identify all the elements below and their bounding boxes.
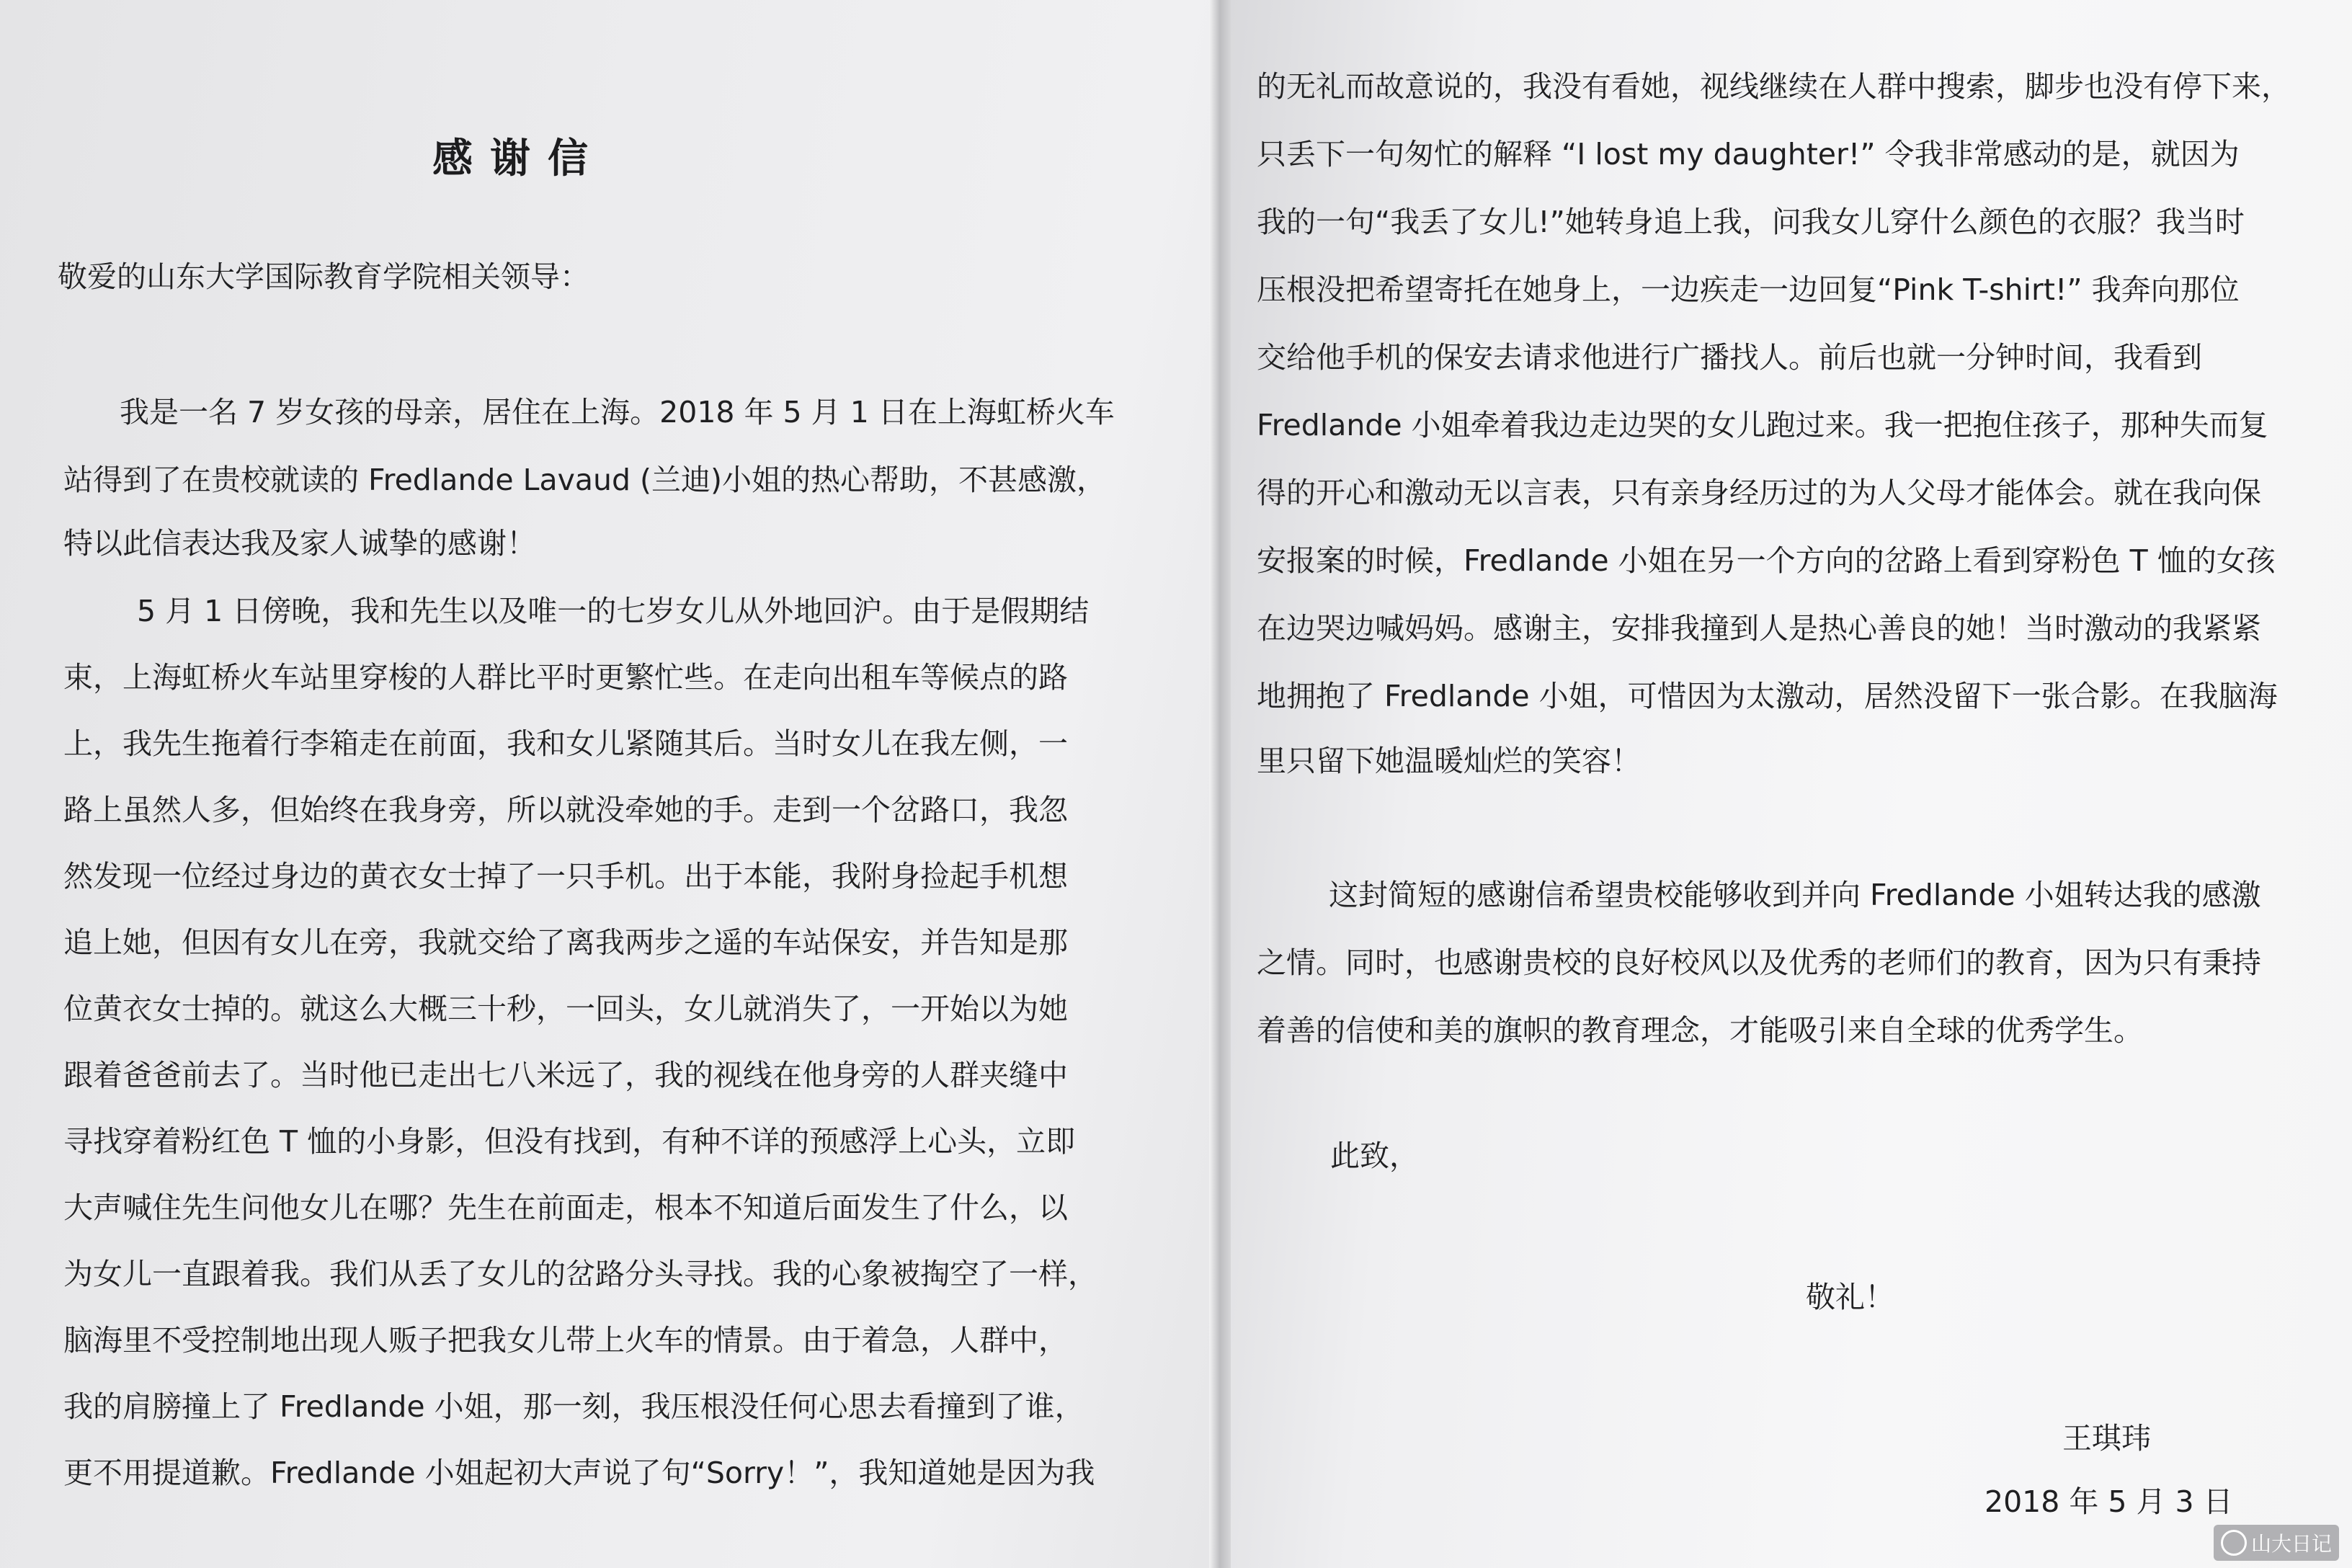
paragraph-line: 交给他手机的保安去请求他进行广播找人。前后也就一分钟时间，我看到 [1257,340,2202,375]
salutation: 敬爱的山东大学国际教育学院相关领导： [58,259,589,294]
paragraph-line: Fredlande 小姐牵着我边走边哭的女儿跑过来。我一把抱住孩子，那种失而复 [1257,408,2268,442]
paragraph-line: 之情。同时，也感谢贵校的良好校风以及优秀的老师们的教育，因为只有秉持 [1257,945,2261,980]
regards: 敬礼！ [1806,1280,1894,1314]
paragraph-line: 压根没把希望寄托在她身上，一边疾走一边回复“Pink T-shirt!” 我奔向那位 [1257,272,2240,307]
paragraph-line: 上，我先生拖着行李箱走在前面，我和女儿紧随其后。当时女儿在我左侧，一 [63,726,1068,761]
paragraph-line: 的无礼而故意说的，我没有看她，视线继续在人群中搜索，脚步也没有停下来， [1257,69,2291,104]
paragraph-line: 地拥抱了 Fredlande 小姐，可惜因为太激动，居然没留下一张合影。在我脑海 [1257,679,2278,713]
paragraph-line: 着善的信使和美的旗帜的教育理念，才能吸引来自全球的优秀学生。 [1257,1013,2143,1048]
paragraph-line: 跟着爸爸前去了。当时他已走出七八米远了，我的视线在他身旁的人群夹缝中 [63,1058,1068,1092]
paragraph-line: 脑海里不受控制地出现人贩子把我女儿带上火车的情景。由于着急，人群中， [63,1323,1068,1358]
paragraph-line: 特以此信表达我及家人诚挚的感谢！ [63,526,536,561]
paragraph-line: 只丢下一句匆忙的解释 “I lost my daughter!” 令我非常感动的是，就因为 [1257,137,2240,172]
book-gutter [1209,0,1231,1568]
paragraph-line: 然发现一位经过身边的黄衣女士掉了一只手机。出于本能，我附身捡起手机想 [63,859,1068,894]
signature: 王琪玮 [2062,1421,2151,1456]
letter-title: 感谢信 [432,135,605,182]
letter-page-right [1231,0,2352,1568]
paragraph-line: 束，上海虹桥火车站里穿梭的人群比平时更繁忙些。在走向出租车等候点的路 [63,660,1068,695]
paragraph-line: 在边哭边喊妈妈。感谢主，安排我撞到人是热心善良的她！当时激动的我紧紧 [1257,611,2261,646]
watermark [2214,1525,2339,1561]
paragraph-line: 追上她，但因有女儿在旁，我就交给了离我两步之遥的车站保安，并告知是那 [63,925,1068,960]
paragraph-line: 位黄衣女士掉的。就这么大概三十秒，一回头，女儿就消失了，一开始以为她 [63,992,1068,1026]
paragraph-line: 更不用提道歉。Fredlande 小姐起初大声说了句“Sorry！”，我知道她是因为我 [63,1456,1095,1490]
paragraph-line: 5 月 1 日傍晚，我和先生以及唯一的七岁女儿从外地回沪。由于是假期结 [137,594,1090,628]
paragraph-line: 安报案的时候，Fredlande 小姐在另一个方向的岔路上看到穿粉色 T 恤的女孩 [1257,543,2276,578]
paragraph-line: 我的一句“我丢了女儿!”她转身追上我，问我女儿穿什么颜色的衣服？我当时 [1257,205,2245,239]
watermark-text: 山大日记 [2250,1532,2332,1556]
paragraph-line: 里只留下她温暖灿烂的笑容！ [1257,744,1641,778]
paragraph-line: 路上虽然人多，但始终在我身旁，所以就没牵她的手。走到一个岔路口，我忽 [63,793,1068,827]
paragraph-line: 我的肩膀撞上了 Fredlande 小姐，那一刻，我压根没任何心思去看撞到了谁， [63,1389,1084,1424]
paragraph-line: 寻找穿着粉红色 T 恤的小身影，但没有找到，有种不详的预感浮上心头，立即 [63,1124,1076,1159]
paragraph-line: 得的开心和激动无以言表，只有亲身经历过的为人父母才能体会。就在我向保 [1257,476,2261,510]
closing: 此致， [1330,1139,1419,1173]
paragraph-line: 站得到了在贵校就读的 Fredlande Lavaud (兰迪)小姐的热心帮助，不甚感激， [63,463,1107,497]
paragraph-line: 我是一名 7 岁女孩的母亲，居住在上海。2018 年 5 月 1 日在上海虹桥火车 [120,395,1115,429]
paragraph-line: 这封简短的感谢信希望贵校能够收到并向 Fredlande 小姐转达我的感激 [1329,878,2261,912]
paragraph-line: 为女儿一直跟着我。我们从丢了女儿的岔路分头寻找。我的心象被掏空了一样， [63,1257,1097,1291]
paragraph-line: 大声喊住先生问他女儿在哪？先生在前面走，根本不知道后面发生了什么，以 [63,1190,1068,1225]
seal-icon [2221,1530,2247,1556]
date: 2018 年 5 月 3 日 [1984,1484,2233,1519]
